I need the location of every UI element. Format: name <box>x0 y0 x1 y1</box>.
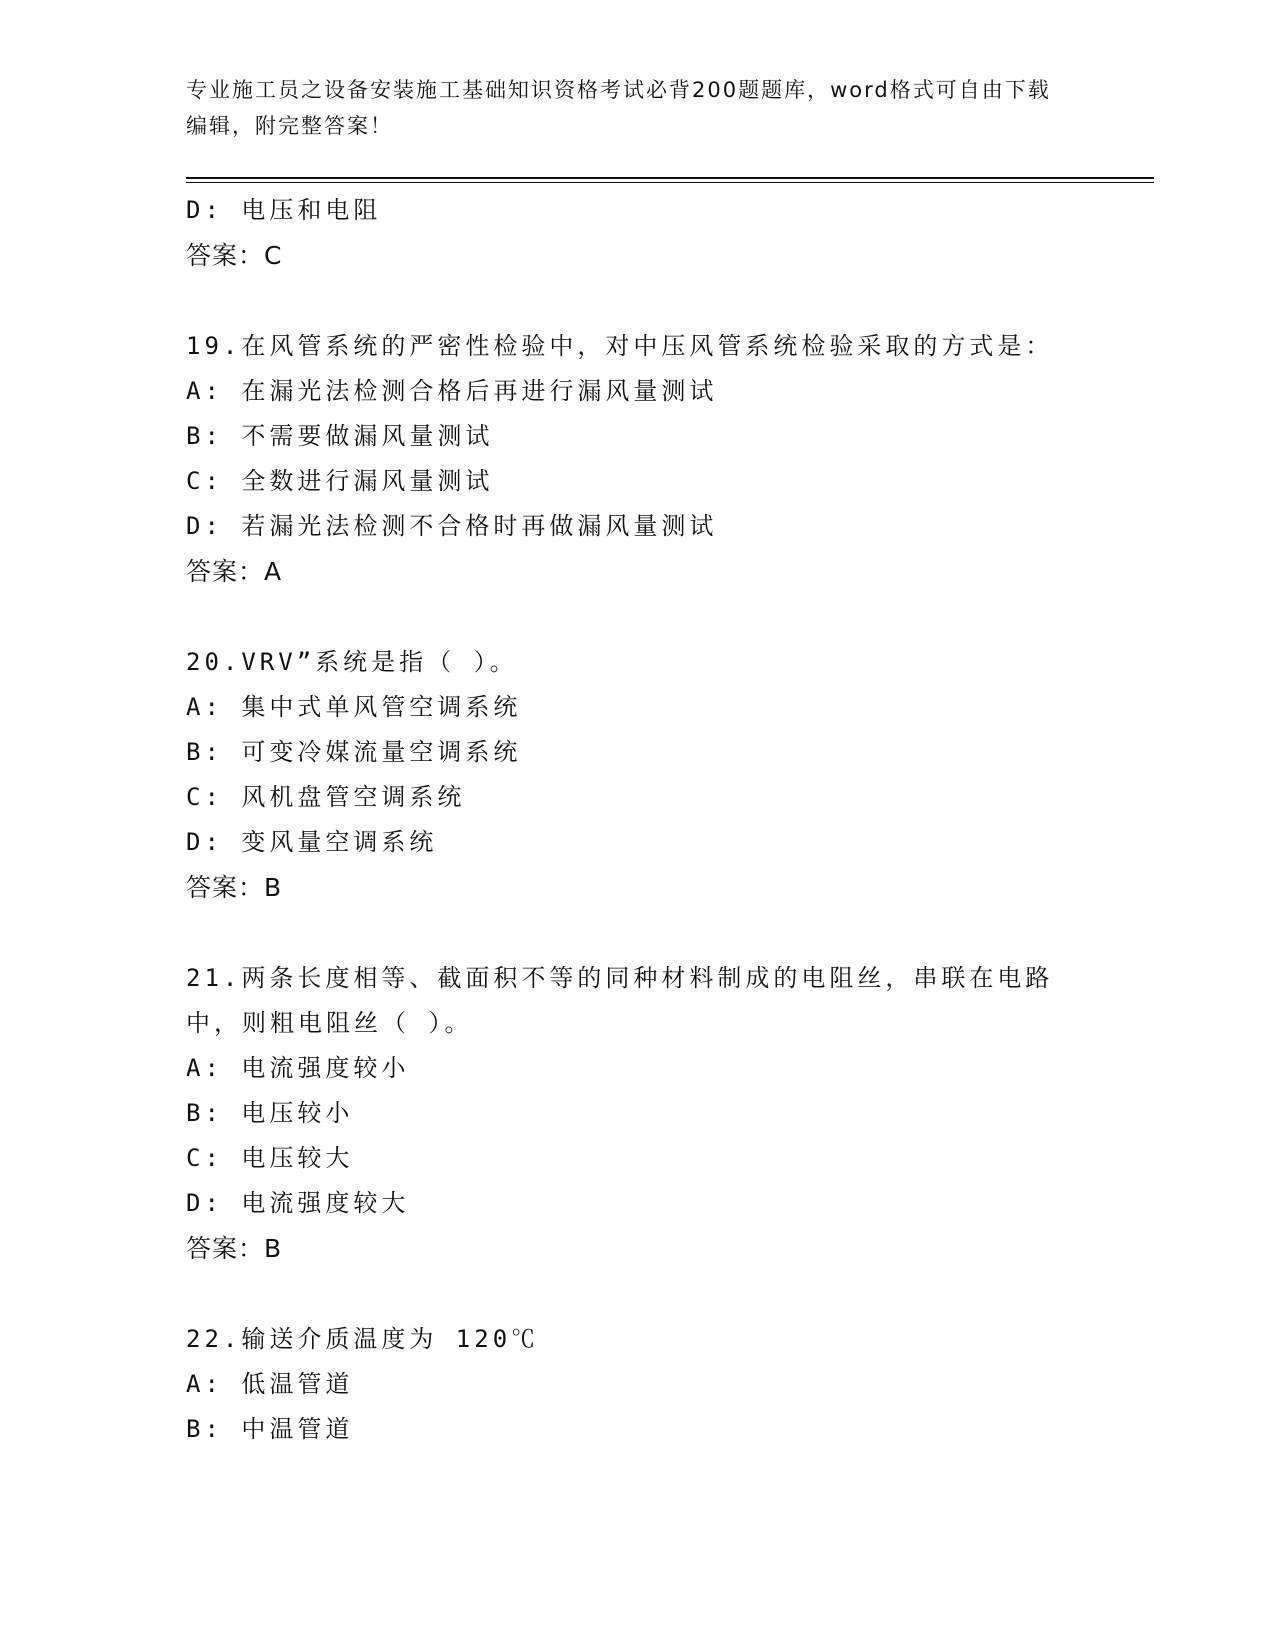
question-21 <box>186 956 1086 1271</box>
option-b: B: 可变冷媒流量空调系统 <box>186 738 522 766</box>
question-18-tail <box>186 188 1086 278</box>
option-a: A: 电流强度较小 <box>186 1054 410 1082</box>
spacer <box>186 1271 1086 1317</box>
option-b: B: 不需要做漏风量测试 <box>186 422 494 450</box>
spacer <box>186 910 1086 956</box>
option-d: D: 电压和电阻 <box>186 196 382 224</box>
option-c: C: 全数进行漏风量测试 <box>186 467 494 495</box>
question-19 <box>186 324 1086 594</box>
option-a: A: 集中式单风管空调系统 <box>186 693 522 721</box>
question-20 <box>186 640 1086 910</box>
option-c: C: 风机盘管空调系统 <box>186 783 466 811</box>
question-text: 19.在风管系统的严密性检验中，对中压风管系统检验采取的方式是： <box>186 332 1054 360</box>
question-list <box>186 188 1086 1452</box>
answer-label: 答案：A <box>186 557 283 586</box>
question-text: 21.两条长度相等、截面积不等的同种材料制成的电阻丝，串联在电路中，则粗电阻丝（ ）。 <box>186 964 1054 1037</box>
option-a: A: 低温管道 <box>186 1370 354 1398</box>
spacer <box>186 278 1086 324</box>
answer-label: 答案：C <box>186 241 283 270</box>
option-b: B: 中温管道 <box>186 1415 354 1443</box>
spacer <box>186 594 1086 640</box>
question-text: 22.输送介质温度为 120℃ <box>186 1325 540 1353</box>
option-c: C: 电压较大 <box>186 1144 354 1172</box>
option-d: D: 若漏光法检测不合格时再做漏风量测试 <box>186 512 718 540</box>
option-d: D: 电流强度较大 <box>186 1189 410 1217</box>
header-rule-thick <box>186 177 1154 179</box>
answer-label: 答案：B <box>186 1234 283 1263</box>
question-22 <box>186 1317 1086 1452</box>
answer-label: 答案：B <box>186 873 283 902</box>
document-header: 专业施工员之设备安装施工基础知识资格考试必背200题题库，word格式可自由下载编辑，附完整答案！ <box>186 78 1051 138</box>
option-a: A: 在漏光法检测合格后再进行漏风量测试 <box>186 377 718 405</box>
question-text: 20.VRV”系统是指（ ）。 <box>186 648 518 676</box>
header-rule-thin <box>186 182 1154 183</box>
option-d: D: 变风量空调系统 <box>186 828 438 856</box>
option-b: B: 电压较小 <box>186 1099 354 1127</box>
